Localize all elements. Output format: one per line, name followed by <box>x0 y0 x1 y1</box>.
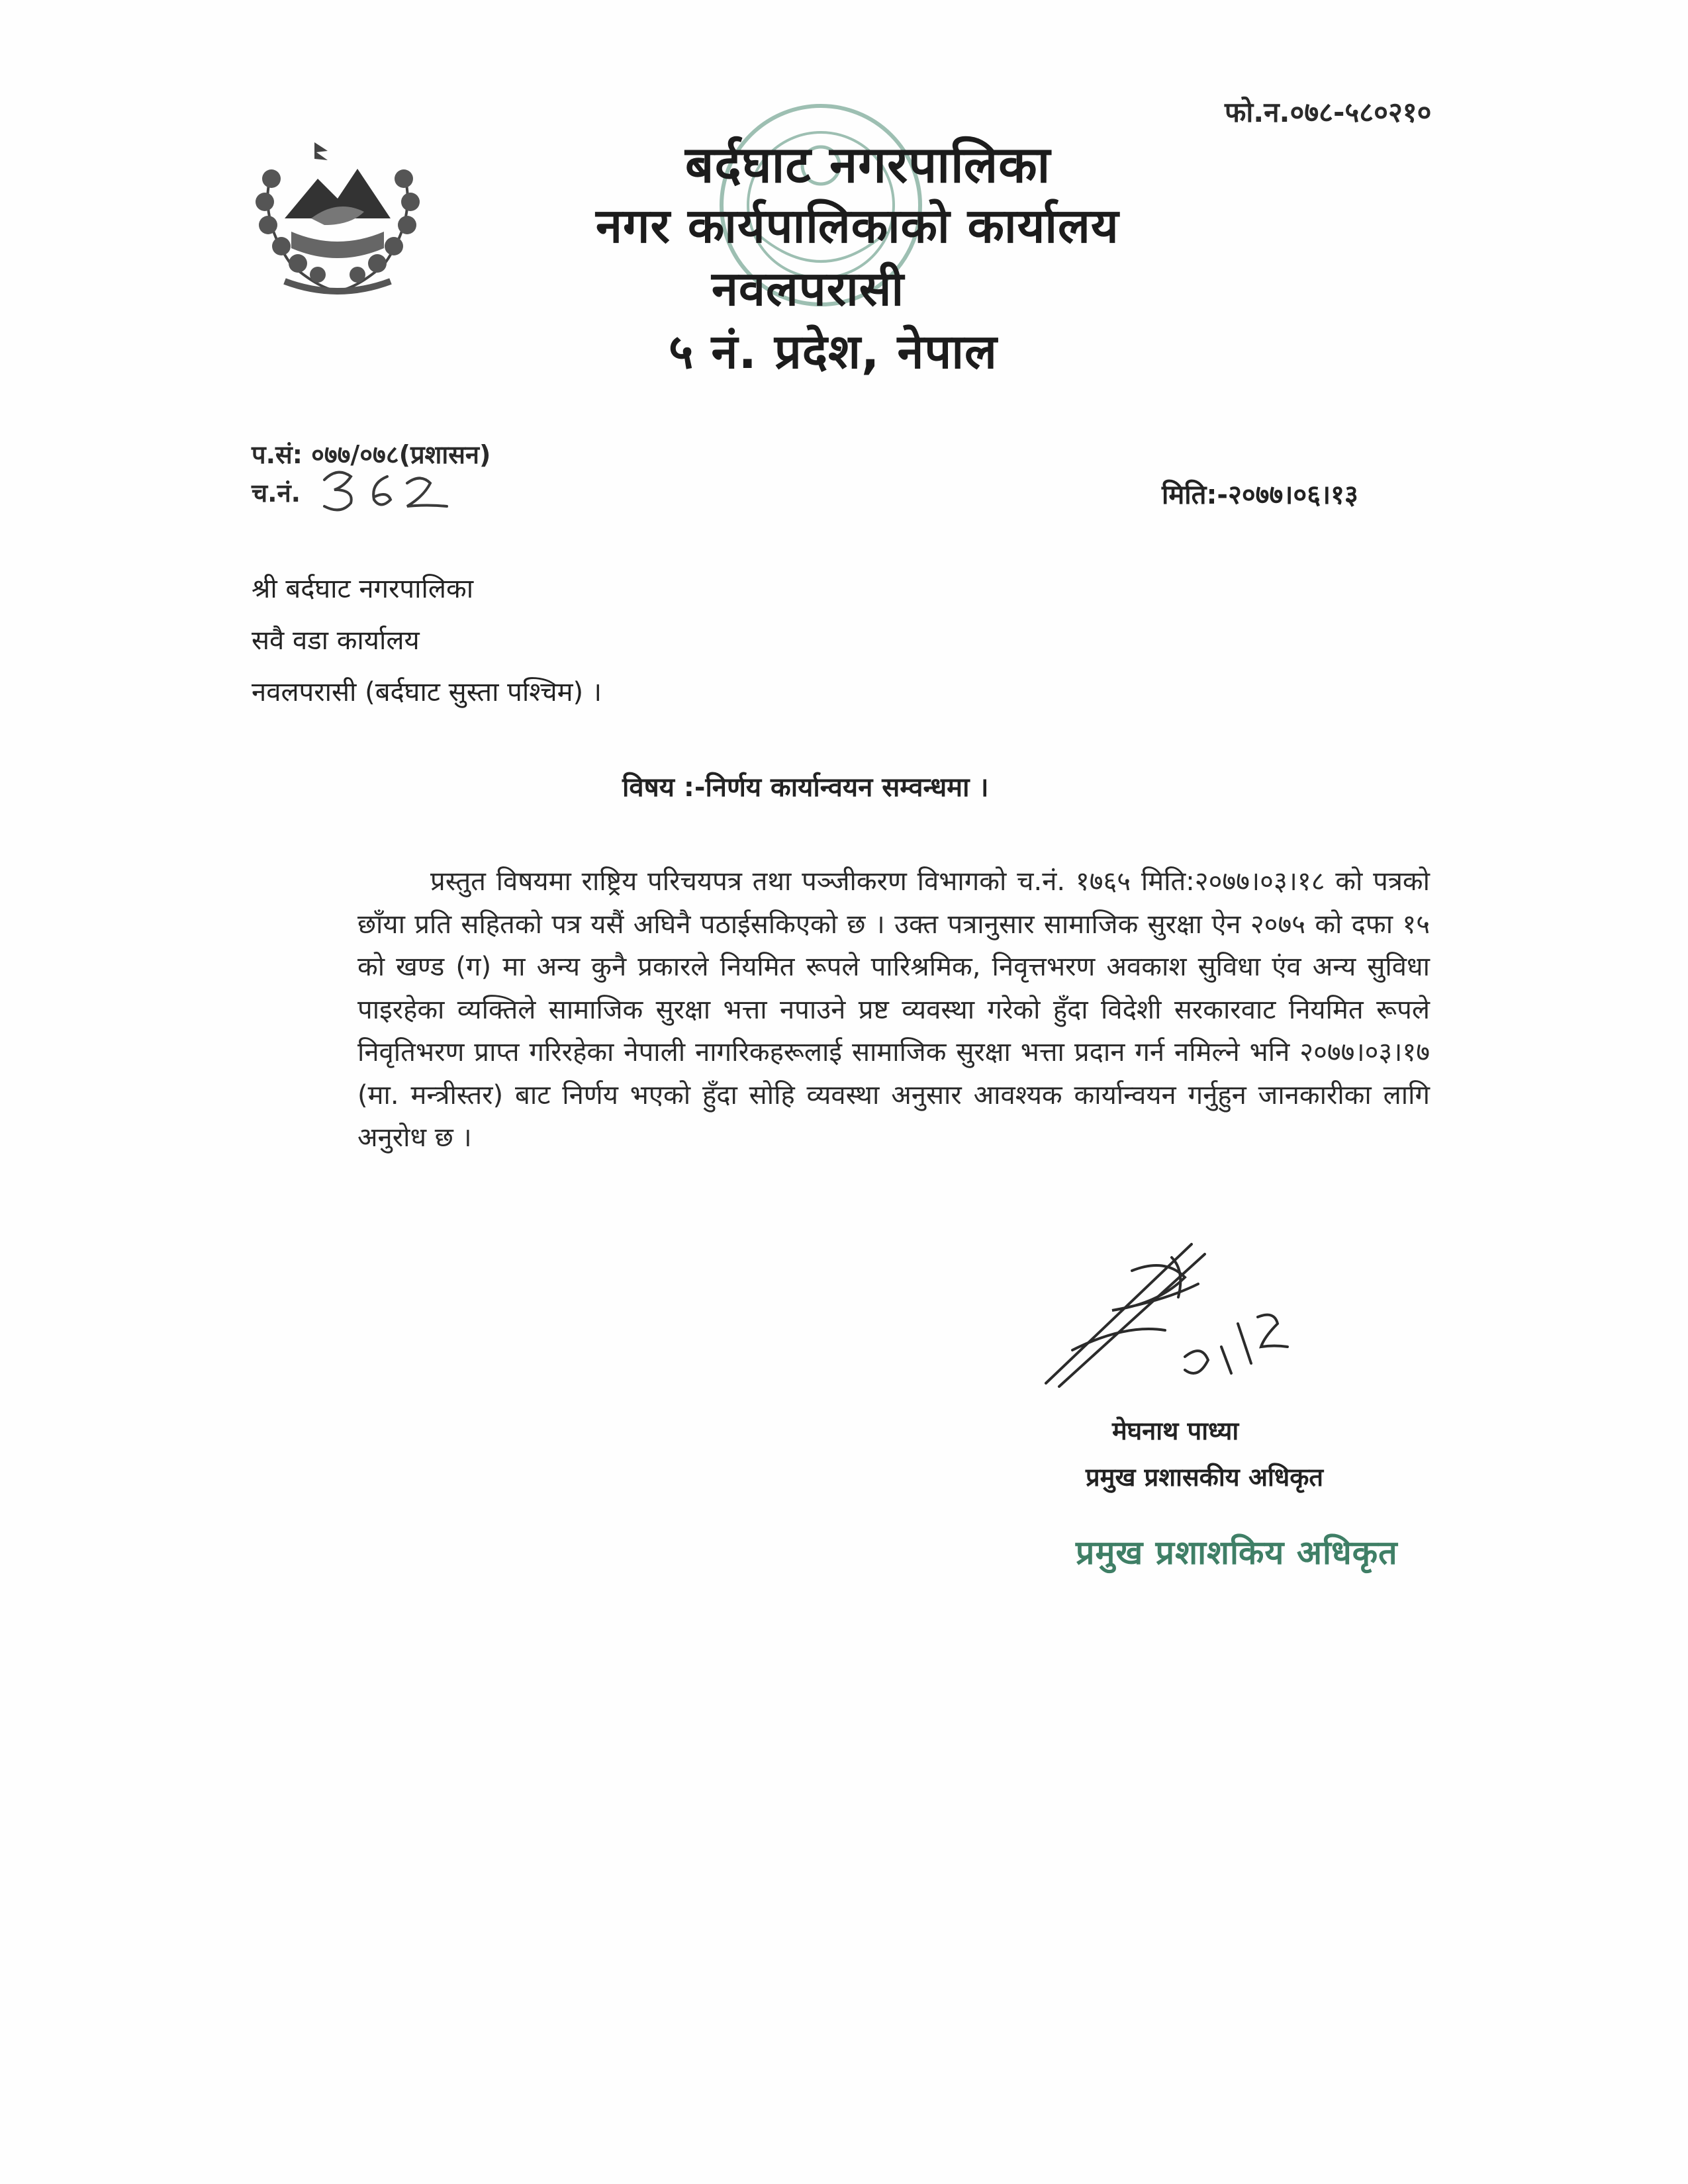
handwritten-signature <box>1033 1231 1297 1403</box>
municipality-name: बर्दघाट नगरपालिका <box>685 135 1051 194</box>
phone-number: फो.न.०७८-५८०२१० <box>1225 96 1432 128</box>
dispatch-number-label: च.नं. <box>252 478 301 508</box>
recipient-line-2: सवै वडा कार्यालय <box>252 625 420 656</box>
letter-subject: विषय :-निर्णय कार्यान्वयन सम्वन्धमा । <box>622 772 989 803</box>
recipient-line-3: नवलपरासी (बर्दघाट सुस्ता पश्चिम) । <box>252 677 602 707</box>
reference-number: प.सं: ०७७/०७८(प्रशासन) <box>252 440 491 469</box>
dispatch-number-handwritten <box>314 463 453 516</box>
letter-date: मिति:-२०७७।०६।१३ <box>1162 480 1358 510</box>
nepal-emblem-icon <box>245 132 430 304</box>
signer-name: मेघनाथ पाध्या <box>1112 1416 1239 1445</box>
letter-body: प्रस्तुत विषयमा राष्ट्रिय परिचयपत्र तथा पञ्जीकरण विभागको च.नं. १७६५ मिति:२०७७।०३।१८ को पत्रको छाँया प्रति सहितको पत्र यसैं अघिनै पठाईसकिएको छ । उक्त पत्रानुसार सामाजिक सुरक्षा ऐन २०७५ को दफा १५ को खण्ड (ग) मा अन्य कुनै प्रकारले नियमित रूपले पारिश्रमिक, निवृत्तभरण अवकाश सुविधा एंव अन्य सुविधा पाइरहेका व्यक्तिले सामाजिक सुरक्षा भत्ता नपाउने प्रष्ट व्यवस्था गरेको हुँदा विदेशी सरकारवाट नियमित रूपले निवृतिभरण प्राप्त गरिरहेका नेपाली नागरिकहरूलाई सामाजिक सुरक्षा भत्ता प्रदान गर्न नमिल्ने भनि २०७७।०३।१७ (मा. मन्त्रीस्तर) बाट निर्णय भएको हुँदा सोहि व्यवस्था अनुसार आवश्यक कार्यान्वयन गर्नुहुन जानकारीका लागि अनुरोध छ । <box>357 866 1430 1153</box>
province-name: ५ नं. प्रदेश, नेपाल <box>669 324 998 379</box>
district-name: नवलपरासी <box>712 261 905 316</box>
office-name: नगर कार्यपालिकाको कार्यालय <box>596 198 1119 253</box>
recipient-line-1: श्री बर्दघाट नगरपालिका <box>252 574 474 604</box>
signer-title: प्रमुख प्रशासकीय अधिकृत <box>1086 1463 1324 1492</box>
designation-stamp: प्रमुख प्रशाशकिय अधिकृत <box>1076 1533 1398 1572</box>
